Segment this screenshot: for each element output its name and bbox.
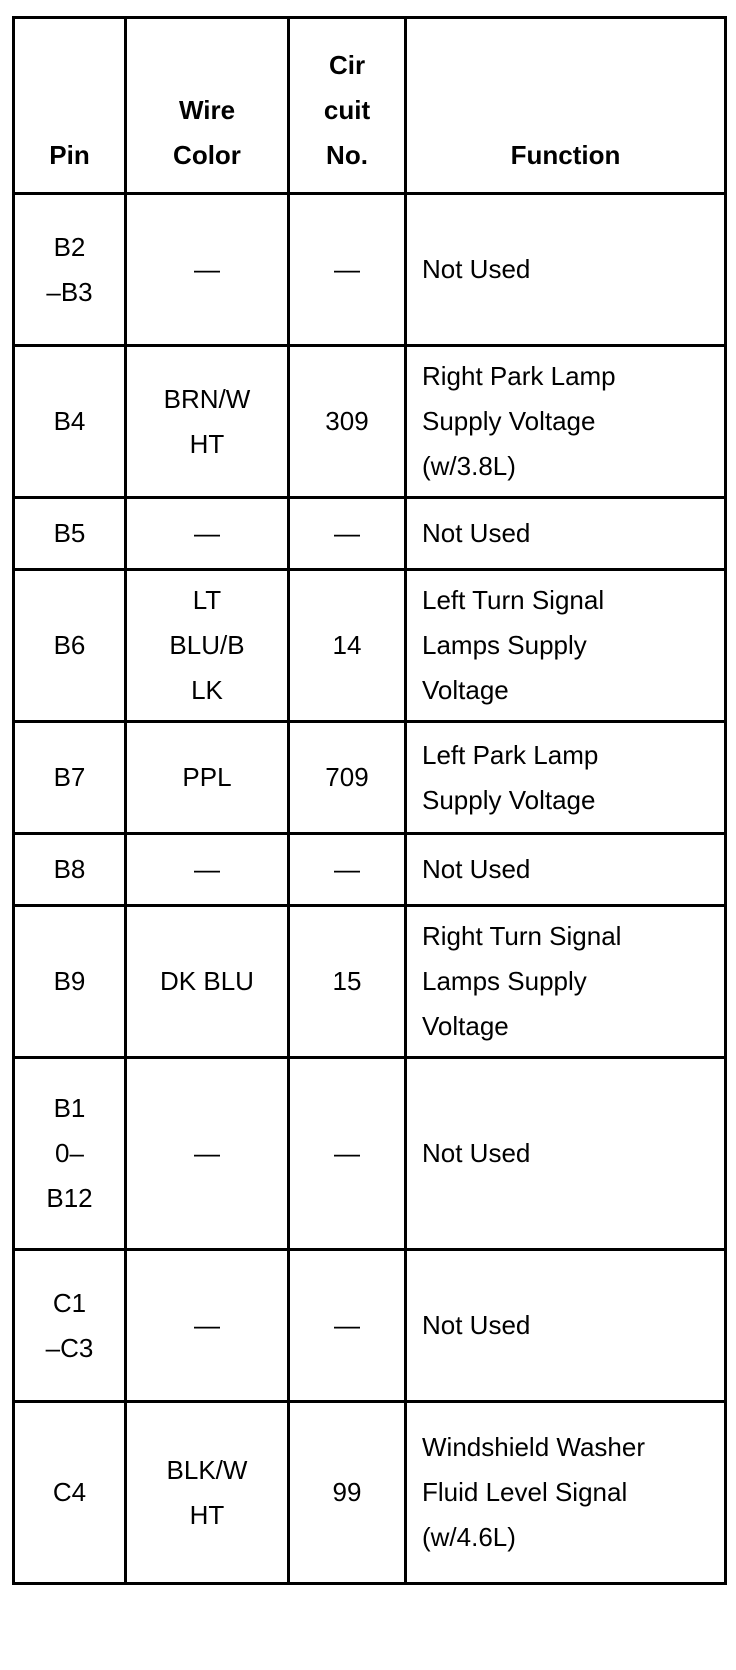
circuit-no-cell: — (289, 1250, 406, 1402)
table-row (14, 498, 726, 570)
pin-cell: C4 (14, 1402, 126, 1584)
pin-cell: B9 (14, 906, 126, 1058)
wire-color-cell: DK BLU (126, 906, 289, 1058)
table-row (14, 722, 726, 834)
wire-color-cell: BLK/W HT (126, 1402, 289, 1584)
table-row (14, 194, 726, 346)
wire-color-cell: LT BLU/B LK (126, 570, 289, 722)
header-row (14, 18, 726, 194)
wire-color-cell: — (126, 498, 289, 570)
function-cell: Not Used (406, 498, 726, 570)
pin-cell: B8 (14, 834, 126, 906)
circuit-no-cell: 309 (289, 346, 406, 498)
table-row (14, 1058, 726, 1250)
function-cell: Not Used (406, 1250, 726, 1402)
function-cell: Left Turn Signal Lamps Supply Voltage (406, 570, 726, 722)
wire-color-cell: — (126, 1058, 289, 1250)
pin-cell: B4 (14, 346, 126, 498)
table-row (14, 1250, 726, 1402)
header-pin: Pin (14, 18, 126, 194)
function-cell: Not Used (406, 194, 726, 346)
function-cell: Right Turn Signal Lamps Supply Voltage (406, 906, 726, 1058)
function-cell: Right Park Lamp Supply Voltage (w/3.8L) (406, 346, 726, 498)
circuit-no-cell: 14 (289, 570, 406, 722)
function-cell: Windshield Washer Fluid Level Signal (w/4.6L) (406, 1402, 726, 1584)
circuit-no-cell: 99 (289, 1402, 406, 1584)
wire-color-cell: — (126, 1250, 289, 1402)
wire-color-cell: BRN/W HT (126, 346, 289, 498)
header-circuit-no: Cir cuit No. (289, 18, 406, 194)
connector-pinout-table (12, 16, 727, 1585)
wire-color-cell: — (126, 834, 289, 906)
table-row (14, 1402, 726, 1584)
circuit-no-cell: 709 (289, 722, 406, 834)
circuit-no-cell: 15 (289, 906, 406, 1058)
table-body (14, 194, 726, 1584)
table-row (14, 346, 726, 498)
pin-cell: C1 –C3 (14, 1250, 126, 1402)
circuit-no-cell: — (289, 194, 406, 346)
pin-cell: B2 –B3 (14, 194, 126, 346)
pin-cell: B6 (14, 570, 126, 722)
pin-cell: B5 (14, 498, 126, 570)
circuit-no-cell: — (289, 498, 406, 570)
pin-cell: B7 (14, 722, 126, 834)
function-cell: Not Used (406, 1058, 726, 1250)
wire-color-cell: — (126, 194, 289, 346)
table-row (14, 906, 726, 1058)
circuit-no-cell: — (289, 834, 406, 906)
function-cell: Not Used (406, 834, 726, 906)
table-row (14, 570, 726, 722)
circuit-no-cell: — (289, 1058, 406, 1250)
header-function: Function (406, 18, 726, 194)
function-cell: Left Park Lamp Supply Voltage (406, 722, 726, 834)
table-row (14, 834, 726, 906)
wire-color-cell: PPL (126, 722, 289, 834)
header-wire-color: Wire Color (126, 18, 289, 194)
pin-cell: B1 0– B12 (14, 1058, 126, 1250)
